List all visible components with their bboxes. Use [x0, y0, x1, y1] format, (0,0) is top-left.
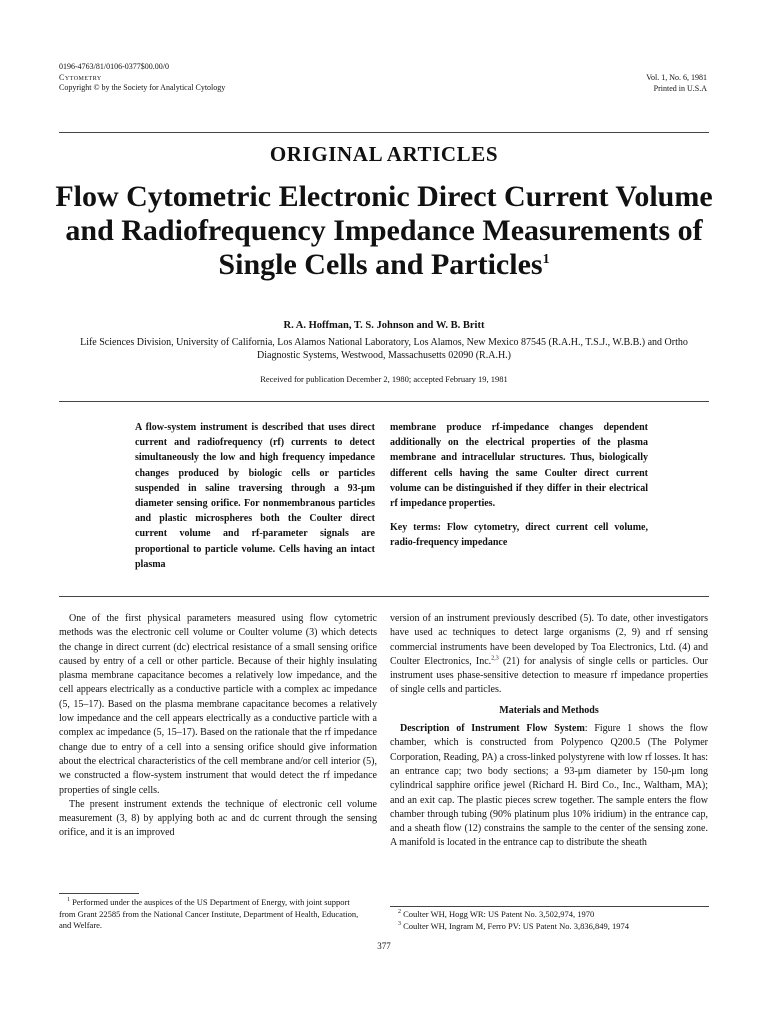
journal-name: Cytometry: [59, 72, 102, 82]
footnote-rule-left: [59, 893, 139, 894]
abstract-left-column: [135, 420, 375, 572]
issn-code: 0196-4763/81/0106-0377$00.00/0: [59, 62, 169, 71]
authors: R. A. Hoffman, T. S. Johnson and W. B. Britt: [283, 320, 485, 331]
run-in-heading: Description of Instrument Flow System: [400, 723, 585, 735]
body-left-column: [59, 612, 377, 841]
body-text: version of an instrument previously described (5). To date, other investigators have used ac techniques to detect large organisms (2, 9) and rf sensing commercial instruments have been developed by Toa Electronics, Ltd. (4) and Coulter Electronics, Inc.: [390, 613, 708, 667]
body-paragraph: [390, 722, 708, 851]
affiliation: Life Sciences Division, University of California, Los Alamos National Laboratory, Los Alamos, New Mexico 87545 (R.A.H., T.S.J., W.B.B.) and Ortho Diagnostic Systems, Westwood, Massachusetts 02090 (R.A.H.): [80, 337, 688, 361]
abstract-top-rule: [59, 401, 709, 402]
footnote-left: [59, 897, 359, 932]
abstract-text-right: membrane produce rf-impedance changes dependent additionally on the electrical properties of the plasma membrane and intracellular structures. Thus, biologically different cells having the same Coulter direct current volume can be distinguished if they differ in their electrical rf impedance properties.: [390, 422, 648, 510]
key-terms: Key terms: Flow cytometry, direct current cell volume, radio-frequency impedance: [390, 522, 648, 549]
issue-info: [646, 73, 707, 94]
footnote-1: [59, 897, 359, 932]
abstract-right-column: [390, 420, 648, 551]
body-right-column: [390, 612, 708, 851]
body-text: (21) for analysis of single cells or particles. Our instrument uses phase-sensitive detection to measure rf impedance properties of single cells and particles.: [390, 655, 708, 696]
footnote-text: Coulter WH, Ingram M, Ferro PV: US Patent No. 3,836,849, 1974: [401, 920, 629, 931]
abstract-text-left: A flow-system instrument is described that uses direct current and radiofrequency (rf) currents to detect simultaneously the low and high frequency impedance changes produced by biologic cells or particles suspended in saline traversing through a 93-μm diameter sensing orifice. For nonmembranous particles and plastic microspheres both the Coulter direct current volume and rf-parameter signals are proportional to particle volume. Cells having an intact plasma: [135, 422, 375, 570]
footnote-text: Coulter WH, Hogg WR: US Patent No. 3,502,974, 1970: [401, 909, 595, 919]
footnote-rule-right: [390, 906, 709, 907]
article-title: [40, 180, 728, 282]
copyright-line: Copyright © by the Society for Analytical Cytology: [59, 83, 226, 92]
received-dates: Received for publication December 2, 1980; accepted February 19, 1981: [260, 374, 508, 384]
title-footnote-mark: 1: [542, 252, 550, 267]
body-paragraph: [390, 612, 708, 698]
volume-line: Vol. 1, No. 6, 1981: [646, 73, 707, 82]
footnote-mark: 3: [398, 920, 401, 927]
abstract-bottom-rule: [59, 596, 709, 597]
section-title: ORIGINAL ARTICLES: [269, 142, 499, 166]
journal-header: [59, 62, 225, 94]
footnote-2: [390, 909, 708, 921]
page-number: 377: [377, 941, 391, 951]
footnote-right: [390, 909, 708, 932]
footnote-3: [390, 921, 708, 933]
body-paragraph: The present instrument extends the technique of electronic cell volume measurement (3, 8) by applying both ac and dc current through the sensing orifice, and it is an improved: [59, 798, 377, 839]
header-rule: [59, 132, 709, 133]
patent-footnote-mark: 2,3: [491, 655, 499, 662]
article-title-text: Flow Cytometric Electronic Direct Current Volume and Radiofrequency Impedance Measurements of Single Cells and Particles: [55, 180, 713, 281]
printed-line: Printed in U.S.A: [653, 83, 707, 93]
body-text: : Figure 1 shows the flow chamber, which is constructed from Polypenco Q200.5 (The Polymer Corporation, Reading, PA) a cross-linked polystyrene with low rf losses. It has: an entrance cap; two body sections; a 93-μm diameter by 150-μm long cylindrical sapphire orifice jewel (Richard H. Bird Co., Inc., Waltham, MA); and an exit cap. The plastic pieces screw together. The sample enters the flow chamber through tubing (90% platinum plus 10% iridium) in the entrance cap, and a sheath flow (12) constrains the sample to the center of the sensing zone. A manifold is located in the entrance cap to distribute the sheath: [390, 723, 708, 849]
footnote-mark: 2: [398, 909, 401, 916]
section-heading: Materials and Methods: [499, 704, 599, 716]
body-paragraph: One of the first physical parameters measured using flow cytometric methods was the electronic cell volume or Coulter volume (3) which detects the change in direct current (dc) electrical resistance of a small sensing orifice caused by entry of a cell or other particle. Because of their highly insulating plasma membrane capacitance becomes a relatively low impedance, and the cell appears electrically as a conductive particle with a complex ac impedance (5, 15–17). Based on the plasma membrane capacitance becomes a relatively low impedance and the cell appears electrically as a conductive particle with a complex ac impedance (5, 15–17). Based on the rationale that the rf impedance change due to entry of a cell into a sensing orifice should give information about the electrical characteristics of the cell membrane and/or cell interior (5), we constructed a flow-system instrument that would detect the rf impedance properties of single cells.: [59, 613, 377, 796]
footnote-mark: 1: [67, 897, 70, 904]
footnote-text: Performed under the auspices of the US Department of Energy, with joint support from Grant 22585 from the National Cancer Institute, Department of Health, Education, and Welfare.: [59, 897, 359, 930]
